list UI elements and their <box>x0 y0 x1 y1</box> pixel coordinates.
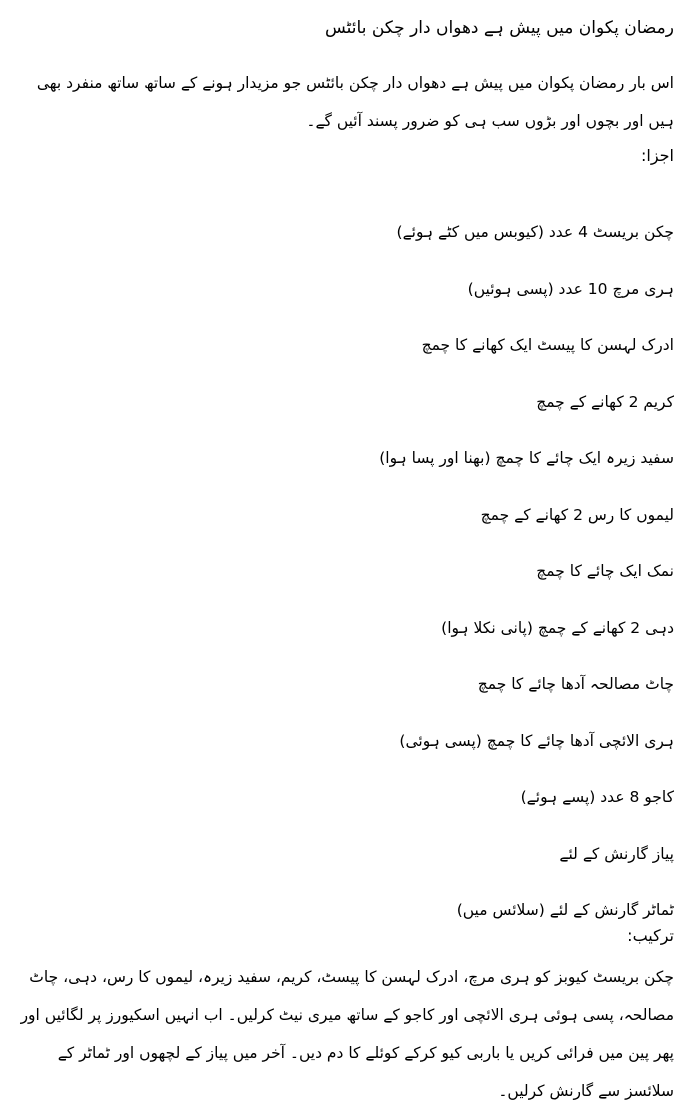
ingredient-item: ادرک لہسن کا پیسٹ ایک کھانے کا چمچ <box>421 336 674 354</box>
ingredient-item: چکن بریسٹ 4 عدد (کیوبس میں کٹے ہوئے) <box>396 223 674 241</box>
method-heading: ترکیب: <box>627 926 674 945</box>
ingredient-item: پیاز گارنش کے لئے <box>559 844 674 863</box>
ingredient-item: نمک ایک چائے کا چمچ <box>536 562 674 580</box>
method-text: چکن بریسٹ کیوبز کو ہری مرچ، ادرک لہسن کا پیسٹ، کریم، سفید زیرہ، لیموں کا رس، دہی، چاٹ مصالحہ، پسی ہوئی ہری الائچی اور کاجو کے ساتھ میری نیٹ کرلیں۔ اب انہیں اسکیورز پر لگائیں اور پھر پین میں فرائی کریں یا باربی کیو کرکے کوئلے کا دم دیں۔ آخر میں پیاز کے لچھوں اور ٹماٹر کے سلائسز سے گارنش کرلیں۔ <box>20 968 674 1100</box>
ingredients-list <box>16 218 674 953</box>
ingredient-item: کریم 2 کھانے کے چمچ <box>536 392 674 411</box>
ingredient-item: ہری الائچی آدھا چائے کا چمچ (پسی ہوئی) <box>399 731 674 750</box>
ingredient-item: کاجو 8 عدد (پسے ہوئے) <box>520 788 674 806</box>
article-title: رمضان پکوان میں پیش ہے دھواں دار چکن بائٹس <box>324 18 674 38</box>
ingredient-item: دہی 2 کھانے کے چمچ (پانی نکلا ہوا) <box>441 618 674 637</box>
ingredient-item: سفید زیرہ ایک چائے کا چمچ (بھنا اور پسا ہوا) <box>379 449 674 467</box>
ingredients-heading: اجزا: <box>641 146 674 165</box>
ingredient-item: چاٹ مصالحہ آدھا چائے کا چمچ <box>477 675 674 693</box>
ingredient-item: ہری مرچ 10 عدد (پسی ہوئیں) <box>467 279 674 298</box>
article-intro: اس بار رمضان پکوان میں پیش ہے دھواں دار چکن بائٹس جو مزیدار ہونے کے ساتھ ساتھ منفرد بھی ہیں اور بچوں اور بڑوں سب ہی کو ضرور پسند آئیں گے۔ <box>36 74 674 130</box>
ingredient-item: لیموں کا رس 2 کھانے کے چمچ <box>480 505 674 524</box>
ingredient-item: ٹماٹر گارنش کے لئے (سلائس میں) <box>456 901 674 919</box>
